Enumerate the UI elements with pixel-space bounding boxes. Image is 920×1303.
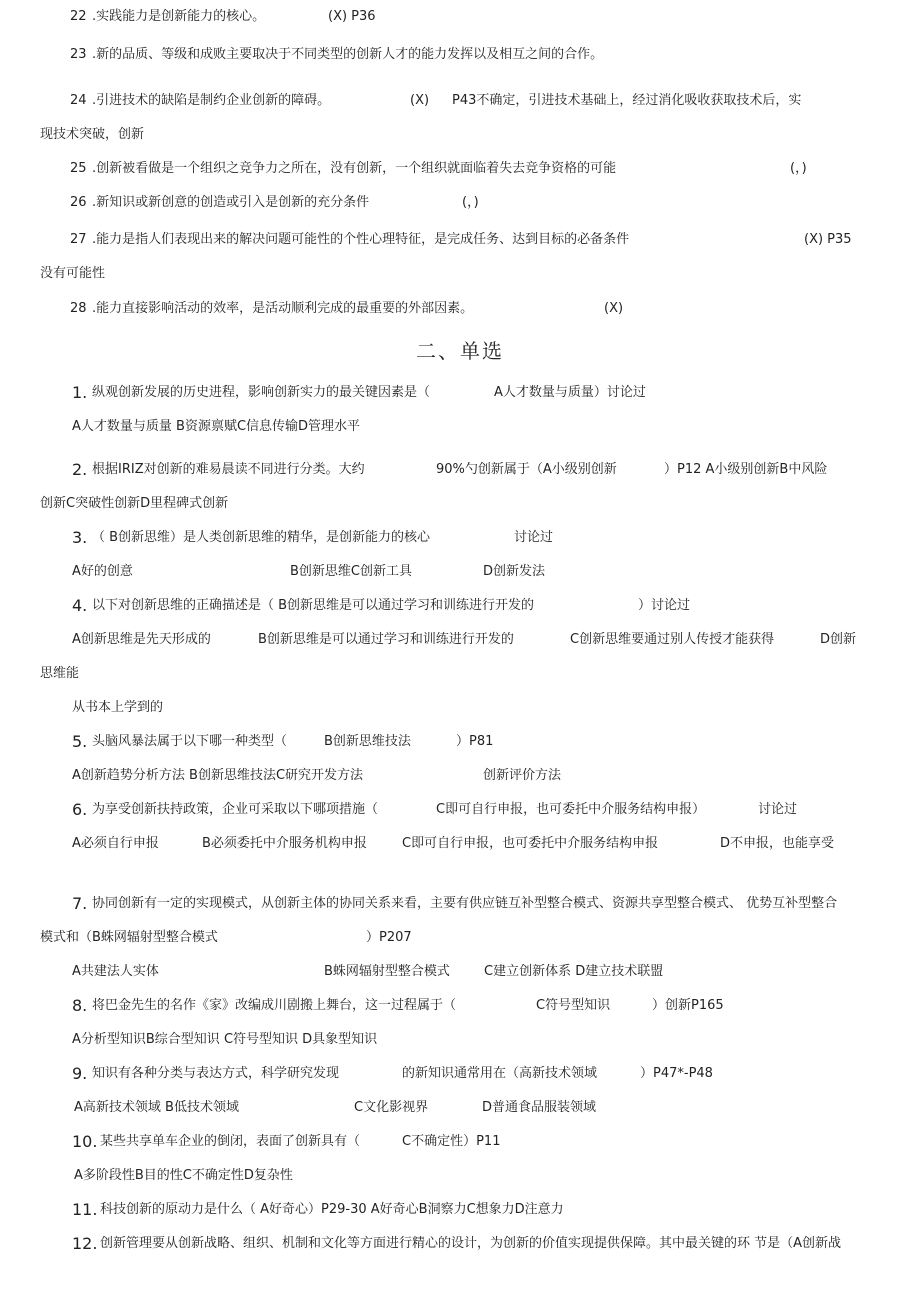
mc-options-7 (0, 960, 920, 984)
judge-item-24 (0, 89, 920, 113)
question-answer: 90%勺创新属于（A小级别创新 (436, 462, 617, 477)
question-number: 7. (72, 894, 88, 913)
mc-question-10 (0, 1130, 920, 1154)
question-text: 科技创新的原动力是什么（ A好奇心）P29-30 A好奇心B洞察力C想象力D注意力 (100, 1202, 564, 1217)
question-number: 4. (72, 596, 88, 615)
question-text: 以下对创新思维的正确描述是（ B创新思维是可以通过学习和训练进行开发的 (92, 598, 535, 613)
judge-item-27 (0, 228, 920, 252)
mc-options-5 (0, 764, 920, 788)
mc-question-2 (0, 458, 920, 482)
item-answer: (X) (604, 301, 624, 316)
option: B蛛网辐射型整合模式 (324, 964, 450, 979)
mc-options-3 (0, 560, 920, 584)
question-number: 8. (72, 996, 88, 1015)
option: C建立创新体系 D建立技术联盟 (484, 964, 664, 979)
item-number: 26 (70, 195, 87, 210)
item-text-continued: 没有可能性 (40, 266, 106, 281)
mc-options-6 (0, 832, 920, 856)
judge-item-23 (0, 43, 920, 67)
mc-options-8 (0, 1028, 920, 1052)
judge-item-28 (0, 297, 920, 321)
judge-item-24-continued (0, 123, 920, 147)
option: A必须自行申报 (72, 836, 159, 851)
mc-question-7 (0, 892, 920, 916)
item-note: P43不确定，引进技术基础上，经过消化吸收获取技术后，实 (452, 93, 802, 108)
judge-item-22 (0, 5, 920, 29)
question-answer: C即可自行申报，也可委托中介服务结构申报） (436, 802, 706, 817)
question-answer: A人才数量与质量）讨论过 (494, 385, 646, 400)
option: C文化影视界 (354, 1100, 429, 1115)
option-continued: 思维能 (40, 666, 80, 681)
item-number: 28 (70, 301, 87, 316)
question-note: ）P47*-P48 (640, 1066, 713, 1081)
option: 创新评价方法 (483, 768, 562, 783)
question-answer: C不确定性）P11 (402, 1134, 501, 1149)
question-options: ）P12 A小级别创新B中风险 (664, 462, 828, 477)
question-text: 创新管理要从创新战略、组织、机制和文化等方面进行精心的设计，为创新的价值实现提供保障。其中最关键的环 节是（A创新战 (100, 1236, 842, 1251)
item-number: 24 (70, 93, 87, 108)
mc-options-4-continued (0, 662, 920, 686)
question-note: 讨论过 (758, 802, 798, 817)
question-number: 5. (72, 732, 88, 751)
question-number: 3. (72, 528, 88, 547)
question-text-continued: 模式和（B蛛网辐射型整合模式 (40, 930, 218, 945)
judge-item-25 (0, 157, 920, 181)
question-number: 12. (72, 1234, 98, 1253)
question-number: 2. (72, 460, 88, 479)
question-note: 讨论过 (514, 530, 554, 545)
option: A高新技术领域 B低技术领域 (74, 1100, 239, 1115)
mc-question-5 (0, 730, 920, 754)
options-text: A人才数量与质量 B资源禀赋C信息传输D管理水平 (72, 419, 361, 434)
mc-question-4 (0, 594, 920, 618)
option: B创新思维是可以通过学习和训练进行开发的 (258, 632, 514, 647)
option: D不申报，也能享受 (720, 836, 835, 851)
item-answer: (，) (790, 161, 807, 176)
item-number: 22 (70, 9, 87, 24)
mc-options-4-continued-2 (0, 696, 920, 720)
question-note: ）创新P165 (652, 998, 724, 1013)
option: A共建法人实体 (72, 964, 159, 979)
question-text: 知识有各种分类与表达方式，科学研究发现 (92, 1066, 340, 1081)
mc-question-8 (0, 994, 920, 1018)
question-number: 10. (72, 1132, 98, 1151)
item-text: .能力直接影响活动的效率，是活动顺利完成的最重要的外部因素。 (92, 301, 474, 316)
item-note-continued: 现技术突破，创新 (40, 127, 145, 142)
item-text: .新的品质、等级和成败主要取决于不同类型的创新人才的能力发挥以及相互之间的合作。 (92, 47, 604, 62)
question-text: 为享受创新扶持政策，企业可采取以下哪项措施（ (92, 802, 379, 817)
mc-options-10 (0, 1164, 920, 1188)
mc-options-9 (0, 1096, 920, 1120)
item-answer: (X) P36 (328, 9, 376, 24)
option: A好的创意 (72, 564, 133, 579)
mc-question-1 (0, 381, 920, 405)
mc-question-9 (0, 1062, 920, 1086)
option: C创新思维要通过别人传授才能获得 (570, 632, 775, 647)
question-text: 协同创新有一定的实现模式，从创新主体的协同关系来看，主要有供应链互补型整合模式、资源共享型整合模式、 优势互补型整合 (92, 896, 838, 911)
question-text: （ B创新思维）是人类创新思维的精华，是创新能力的核心 (92, 530, 431, 545)
item-text: .新知识或新创意的创造或引入是创新的充分条件 (92, 195, 370, 210)
item-answer: (X) P35 (804, 232, 852, 247)
option: A创新趋势分析方法 B创新思维技法C研究开发方法 (72, 768, 364, 783)
option: C即可自行申报，也可委托中介服务结构申报 (402, 836, 659, 851)
question-answer: B创新思维技法 (324, 734, 411, 749)
question-text: 的新知识通常用在（高新技术领域 (402, 1066, 598, 1081)
mc-question-7-continued (0, 926, 920, 950)
question-text: 将巴金先生的名作《家》改编成川剧搬上舞台，这一过程属于（ (92, 998, 457, 1013)
item-text: .能力是指人们表现出来的解决问题可能性的个性心理特征，是完成任务、达到目标的必备条件 (92, 232, 630, 247)
question-number: 9. (72, 1064, 88, 1083)
item-number: 27 (70, 232, 87, 247)
option: D创新 (820, 632, 857, 647)
option: D创新发法 (483, 564, 546, 579)
question-note: ）讨论过 (638, 598, 691, 613)
item-text: .引进技术的缺陷是制约企业创新的障碍。 (92, 93, 331, 108)
item-text: .实践能力是创新能力的核心。 (92, 9, 266, 24)
mc-options-1 (0, 415, 920, 439)
option-continued: 从书本上学到的 (72, 700, 164, 715)
question-text: 某些共享单车企业的倒闭，表面了创新具有（ (100, 1134, 361, 1149)
judge-item-27-continued (0, 262, 920, 286)
question-note: ）P207 (366, 930, 412, 945)
option: B创新思维C创新工具 (290, 564, 412, 579)
judge-item-26 (0, 191, 920, 215)
item-answer: (，) (462, 195, 479, 210)
question-text: 头脑风暴法属于以下哪一种类型（ (92, 734, 288, 749)
question-number: 11. (72, 1200, 98, 1219)
mc-question-12 (0, 1232, 920, 1256)
section-title: 二、单选 (416, 339, 504, 363)
options-text: A多阶段性B目的性C不确定性D复杂性 (74, 1168, 293, 1183)
mc-options-4 (0, 628, 920, 652)
question-text: 根据IRIZ对创新的难易晨读不同进行分类。大约 (92, 462, 365, 477)
question-answer: C符号型知识 (536, 998, 611, 1013)
mc-question-3 (0, 526, 920, 550)
options-text: 创新C突破性创新D里程碑式创新 (40, 496, 229, 511)
mc-question-2-continued (0, 492, 920, 516)
question-note: ）P81 (456, 734, 494, 749)
mc-question-6 (0, 798, 920, 822)
item-number: 23 (70, 47, 87, 62)
question-number: 6. (72, 800, 88, 819)
item-answer: (X) (410, 93, 430, 108)
question-text: 纵观创新发展的历史进程，影响创新实力的最关键因素是（ (92, 385, 431, 400)
option: A创新思维是先天形成的 (72, 632, 211, 647)
item-text: .创新被看做是一个组织之竞争力之所在，没有创新，一个组织就面临着失去竞争资格的可能 (92, 161, 617, 176)
item-number: 25 (70, 161, 87, 176)
question-number: 1. (72, 383, 88, 402)
option: B必须委托中介服务机构申报 (202, 836, 367, 851)
mc-question-11 (0, 1198, 920, 1222)
options-text: A分析型知识B综合型知识 C符号型知识 D具象型知识 (72, 1032, 378, 1047)
option: D普通食品服装领域 (482, 1100, 597, 1115)
